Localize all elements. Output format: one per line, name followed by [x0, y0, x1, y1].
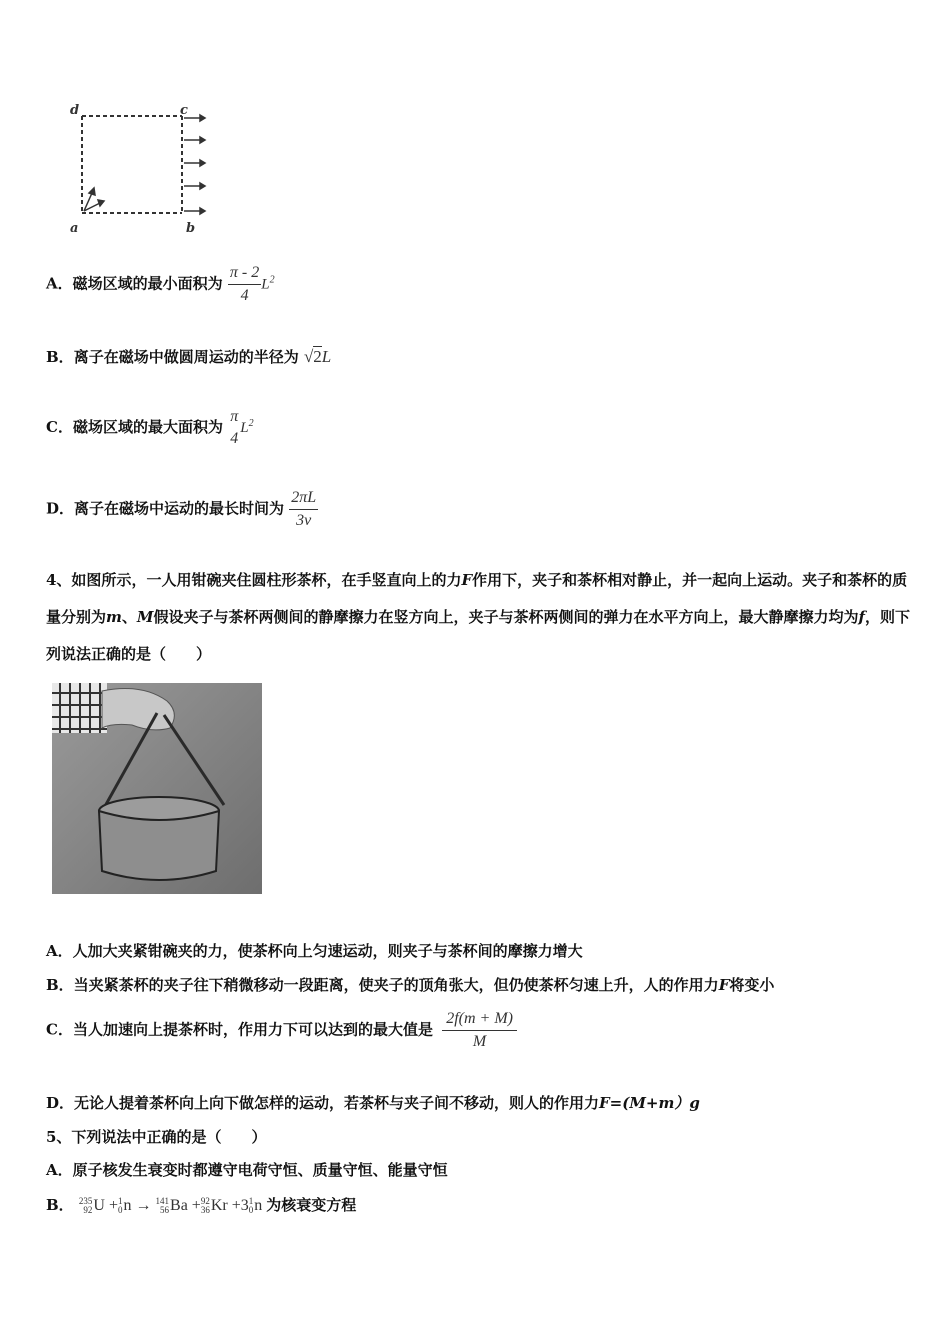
stem-text: 4、如图所示，一人用钳碗夹住圆柱形茶杯，在手竖直向上的力: [46, 571, 462, 589]
q5-stem: [46, 1126, 266, 1147]
atomic-number: 56: [160, 1205, 170, 1216]
fraction: [289, 487, 318, 532]
fraction: [228, 406, 240, 450]
denominator: M: [472, 1033, 487, 1050]
option-text: 离子在磁场中运动的最长时间为: [74, 499, 285, 518]
option-text: B．当夹紧茶杯的夹子往下稍微移动一段距离，使夹子的顶角张大，但仍使茶杯匀速上升，人的作用力: [46, 976, 719, 994]
numerator: 2f(m + M): [442, 1008, 517, 1031]
force-symbol: F: [461, 571, 473, 589]
length-symbol: L: [261, 276, 270, 293]
option-text: C．当人加速向上提茶杯时，作用力下可以达到的最大值是: [46, 1020, 433, 1039]
element-symbol: n: [254, 1197, 263, 1214]
force-formula: F=(M+m）g: [599, 1094, 700, 1112]
option-text: A．原子核发生衰变时都遵守电荷守恒、质量守恒、能量守恒: [46, 1161, 448, 1179]
atomic-number: 36: [200, 1205, 210, 1216]
friction-symbol: f: [858, 608, 865, 626]
option-letter: A．: [46, 274, 73, 293]
stem-text: ，则下列说法正确的是（ ）: [46, 608, 910, 663]
q4-option-c: [46, 1008, 517, 1053]
element-symbol: Ba: [170, 1197, 188, 1214]
separator: 、: [121, 608, 137, 626]
numerator: π: [230, 408, 239, 425]
stem-text: 假设夹子与茶杯两侧间的静摩擦力在竖方向上，夹子与茶杯两侧间的弹力在水平方向上，最大静摩擦力均为: [153, 608, 859, 626]
q4-option-b: [46, 974, 774, 995]
q3-option-a: [46, 262, 275, 307]
label-a: a: [70, 221, 79, 236]
atomic-number: 0: [248, 1205, 254, 1216]
mass-symbol: m: [106, 608, 122, 626]
stem-text: 作用下，夹子和茶杯相对静止，并一起向上运动。夹子和茶杯的质量分别为: [46, 571, 908, 626]
label-d: d: [70, 103, 80, 118]
mass-number: 92: [200, 1196, 210, 1207]
option-text: A．人加大夹紧钳碗夹的力，使茶杯向上匀速运动，则夹子与茶杯间的摩擦力增大: [46, 942, 583, 960]
plus-sign: +: [191, 1197, 201, 1214]
teacup-illustration: [52, 683, 262, 894]
sqrt-symbol: √: [303, 347, 314, 366]
force-symbol: F: [718, 976, 730, 994]
q4-stem: [46, 562, 912, 673]
option-text: 将变小: [729, 976, 775, 994]
option-text: D．无论人提着茶杯向上向下做怎样的运动，若茶杯与夹子间不移动，则人的作用力: [46, 1094, 600, 1112]
mass-number: 235: [78, 1196, 93, 1207]
label-b: b: [186, 221, 196, 236]
radicand: 2: [313, 347, 322, 366]
stem-text: 5、下列说法中正确的是（ ）: [46, 1128, 267, 1146]
denominator: 3v: [296, 512, 312, 529]
q5-option-a: [46, 1159, 448, 1180]
option-letter: C．: [46, 418, 73, 436]
teacup-photo: [52, 683, 262, 894]
reaction-arrow: →: [135, 1197, 152, 1214]
q5-option-b: [46, 1194, 356, 1215]
mass-symbol: M: [136, 608, 154, 626]
denominator: 4: [240, 287, 249, 304]
option-text: 磁场区域的最小面积为: [72, 274, 223, 293]
option-text: 离子在磁场中做圆周运动的半径为: [73, 348, 299, 366]
option-text: 为核衰变方程: [266, 1196, 357, 1214]
square-region-diagram: [62, 98, 212, 238]
option-letter: B．: [46, 348, 74, 366]
label-c: c: [180, 103, 188, 118]
element-symbol: U: [93, 1197, 105, 1214]
mass-number: 1: [118, 1196, 123, 1207]
option-letter: B．: [46, 1196, 74, 1214]
element-symbol: Kr: [210, 1197, 228, 1214]
length-symbol: L: [321, 347, 332, 366]
coefficient: 3: [240, 1197, 249, 1214]
element-symbol: n: [123, 1197, 132, 1214]
mass-number: 1: [248, 1196, 254, 1207]
q4-option-d: [46, 1092, 700, 1113]
option-text: 磁场区域的最大面积为: [72, 418, 223, 436]
q3-option-d: [46, 487, 318, 532]
numerator: 2πL: [289, 487, 318, 510]
atomic-number: 92: [83, 1205, 93, 1216]
atomic-number: 0: [118, 1205, 123, 1216]
length-symbol: L: [240, 420, 249, 436]
exponent: 2: [269, 274, 275, 286]
plus-sign: +: [231, 1197, 241, 1214]
magnetic-field-figure: [62, 98, 212, 238]
numerator: π - 2: [228, 262, 261, 285]
nuclear-equation: [79, 1197, 266, 1214]
fraction: [442, 1008, 517, 1053]
plus-sign: +: [108, 1197, 119, 1214]
fraction: [228, 262, 261, 307]
q3-option-c: [46, 406, 254, 450]
q3-option-b: [46, 346, 331, 367]
exponent: 2: [248, 418, 254, 429]
option-letter: D．: [46, 499, 75, 518]
mass-number: 141: [155, 1196, 170, 1207]
q4-option-a: [46, 940, 583, 961]
denominator: 4: [230, 430, 239, 447]
